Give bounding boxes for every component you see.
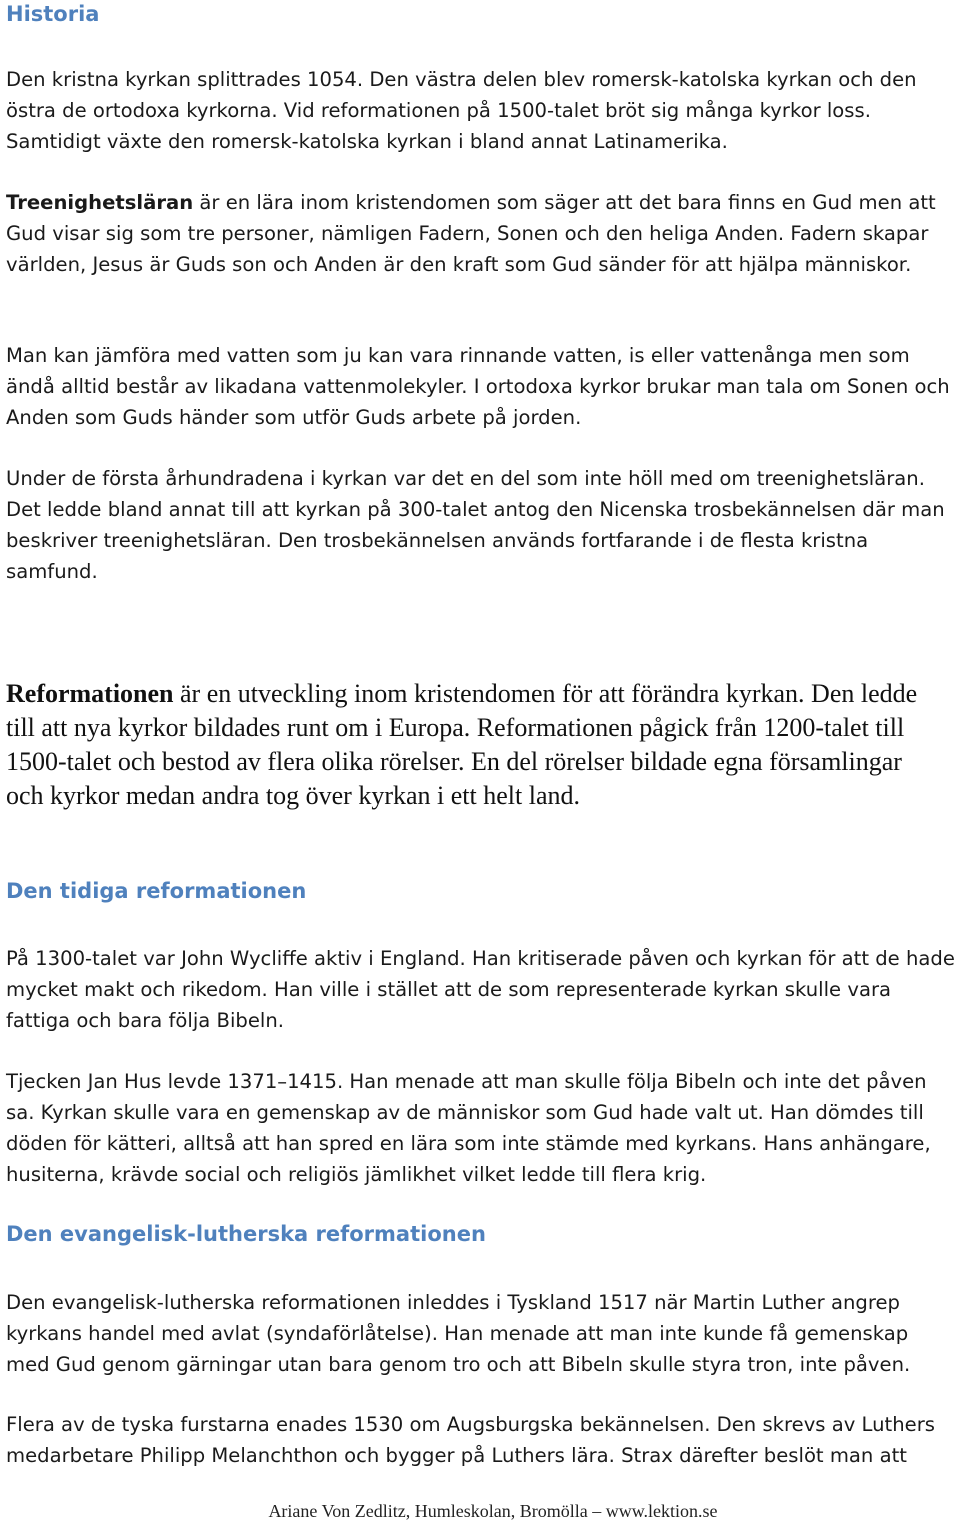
- paragraph-church-split: Den kristna kyrkan splittrades 1054. Den västra delen blev romersk-katolska kyrkan och den östra de ortodoxa kyrkorna. Vid reformationen på 1500-talet bröt sig många kyrkor loss. Samtidigt växte den romersk-katolska kyrkan i bland annat Latinamerika.: [6, 68, 917, 153]
- term-treenighetslaran: Treenighetsläran: [6, 191, 194, 214]
- paragraph-jan-hus: Tjecken Jan Hus levde 1371–1415. Han menade att man skulle följa Bibeln och inte det påven sa. Kyrkan skulle vara en gemenskap av de människor som Gud hade valt ut. Han dömdes till döden för kätteri, alltså att han spred en lära som inte stämde med kyrkans. Hans anhängare, husiterna, krävde social och religiös jämlikhet vilket ledde till flera krig.: [6, 1070, 931, 1186]
- paragraph-nicene-creed: Under de första århundradena i kyrkan var det en del som inte höll med om treenighetsläran. Det ledde bland annat till att kyrkan på 300-talet antog den Nicenska trosbekännelsen där man beskriver treenighetsläran. Den trosbekännelsen används fortfarande i de flesta kristna samfund.: [6, 467, 945, 583]
- paragraph-augsburg: Flera av de tyska furstarna enades 1530 om Augsburgska bekännelsen. Den skrevs av Luthers medarbetare Philipp Melanchthon och bygger på Luthers lära. Strax därefter beslöt man att: [6, 1413, 935, 1467]
- paragraph-trinity-text: är en lära inom kristendomen som säger att det bara finns en Gud men att Gud visar sig som tre personer, nämligen Fadern, Sonen och den heliga Anden. Fadern skapar världen, Jesus är Guds son och Anden är den kraft som Gud sänder för att hjälpa människor.: [6, 191, 936, 276]
- term-reformationen: Reformationen: [6, 679, 174, 708]
- paragraph-wycliffe: På 1300-talet var John Wycliffe aktiv i England. Han kritiserade påven och kyrkan för att de hade mycket makt och rikedom. Han ville i stället att de som representerade kyrkan skulle vara fattiga och bara följa Bibeln.: [6, 947, 955, 1032]
- heading-historia: Historia: [6, 2, 100, 26]
- heading-early-reformation: Den tidiga reformationen: [6, 879, 307, 903]
- paragraph-water-analogy: Man kan jämföra med vatten som ju kan vara rinnande vatten, is eller vattenånga men som ändå alltid består av likadana vattenmolekyler. I ortodoxa kyrkor brukar man tala om Sonen och Anden som Guds händer som utför Guds arbete på jorden.: [6, 344, 950, 429]
- paragraph-luther: Den evangelisk-lutherska reformationen inleddes i Tyskland 1517 när Martin Luther angrep kyrkans handel med avlat (syndaförlåtelse). Han menade att man inte kunde få gemenskap med Gud genom gärningar utan bara genom tro och att Bibeln skulle styra tron, inte påven.: [6, 1291, 911, 1376]
- paragraph-reformation: [6, 677, 936, 813]
- page-footer: [0, 1499, 960, 1523]
- paragraph-trinity: [6, 187, 956, 280]
- heading-lutheran-reformation: Den evangelisk-lutherska reformationen: [6, 1222, 486, 1246]
- footer-text: Ariane Von Zedlitz, Humleskolan, Bromölla – www.lektion.se: [268, 1501, 718, 1521]
- paragraph-reformation-text: är en utveckling inom kristendomen för att förändra kyrkan. Den ledde till att nya kyrkor bildades runt om i Europa. Reformationen pågick från 1200-talet till 1500-talet och bestod av flera olika rörelser. En del rörelser bildade egna församlingar och kyrkor medan andra tog över kyrkan i ett helt land.: [6, 679, 918, 810]
